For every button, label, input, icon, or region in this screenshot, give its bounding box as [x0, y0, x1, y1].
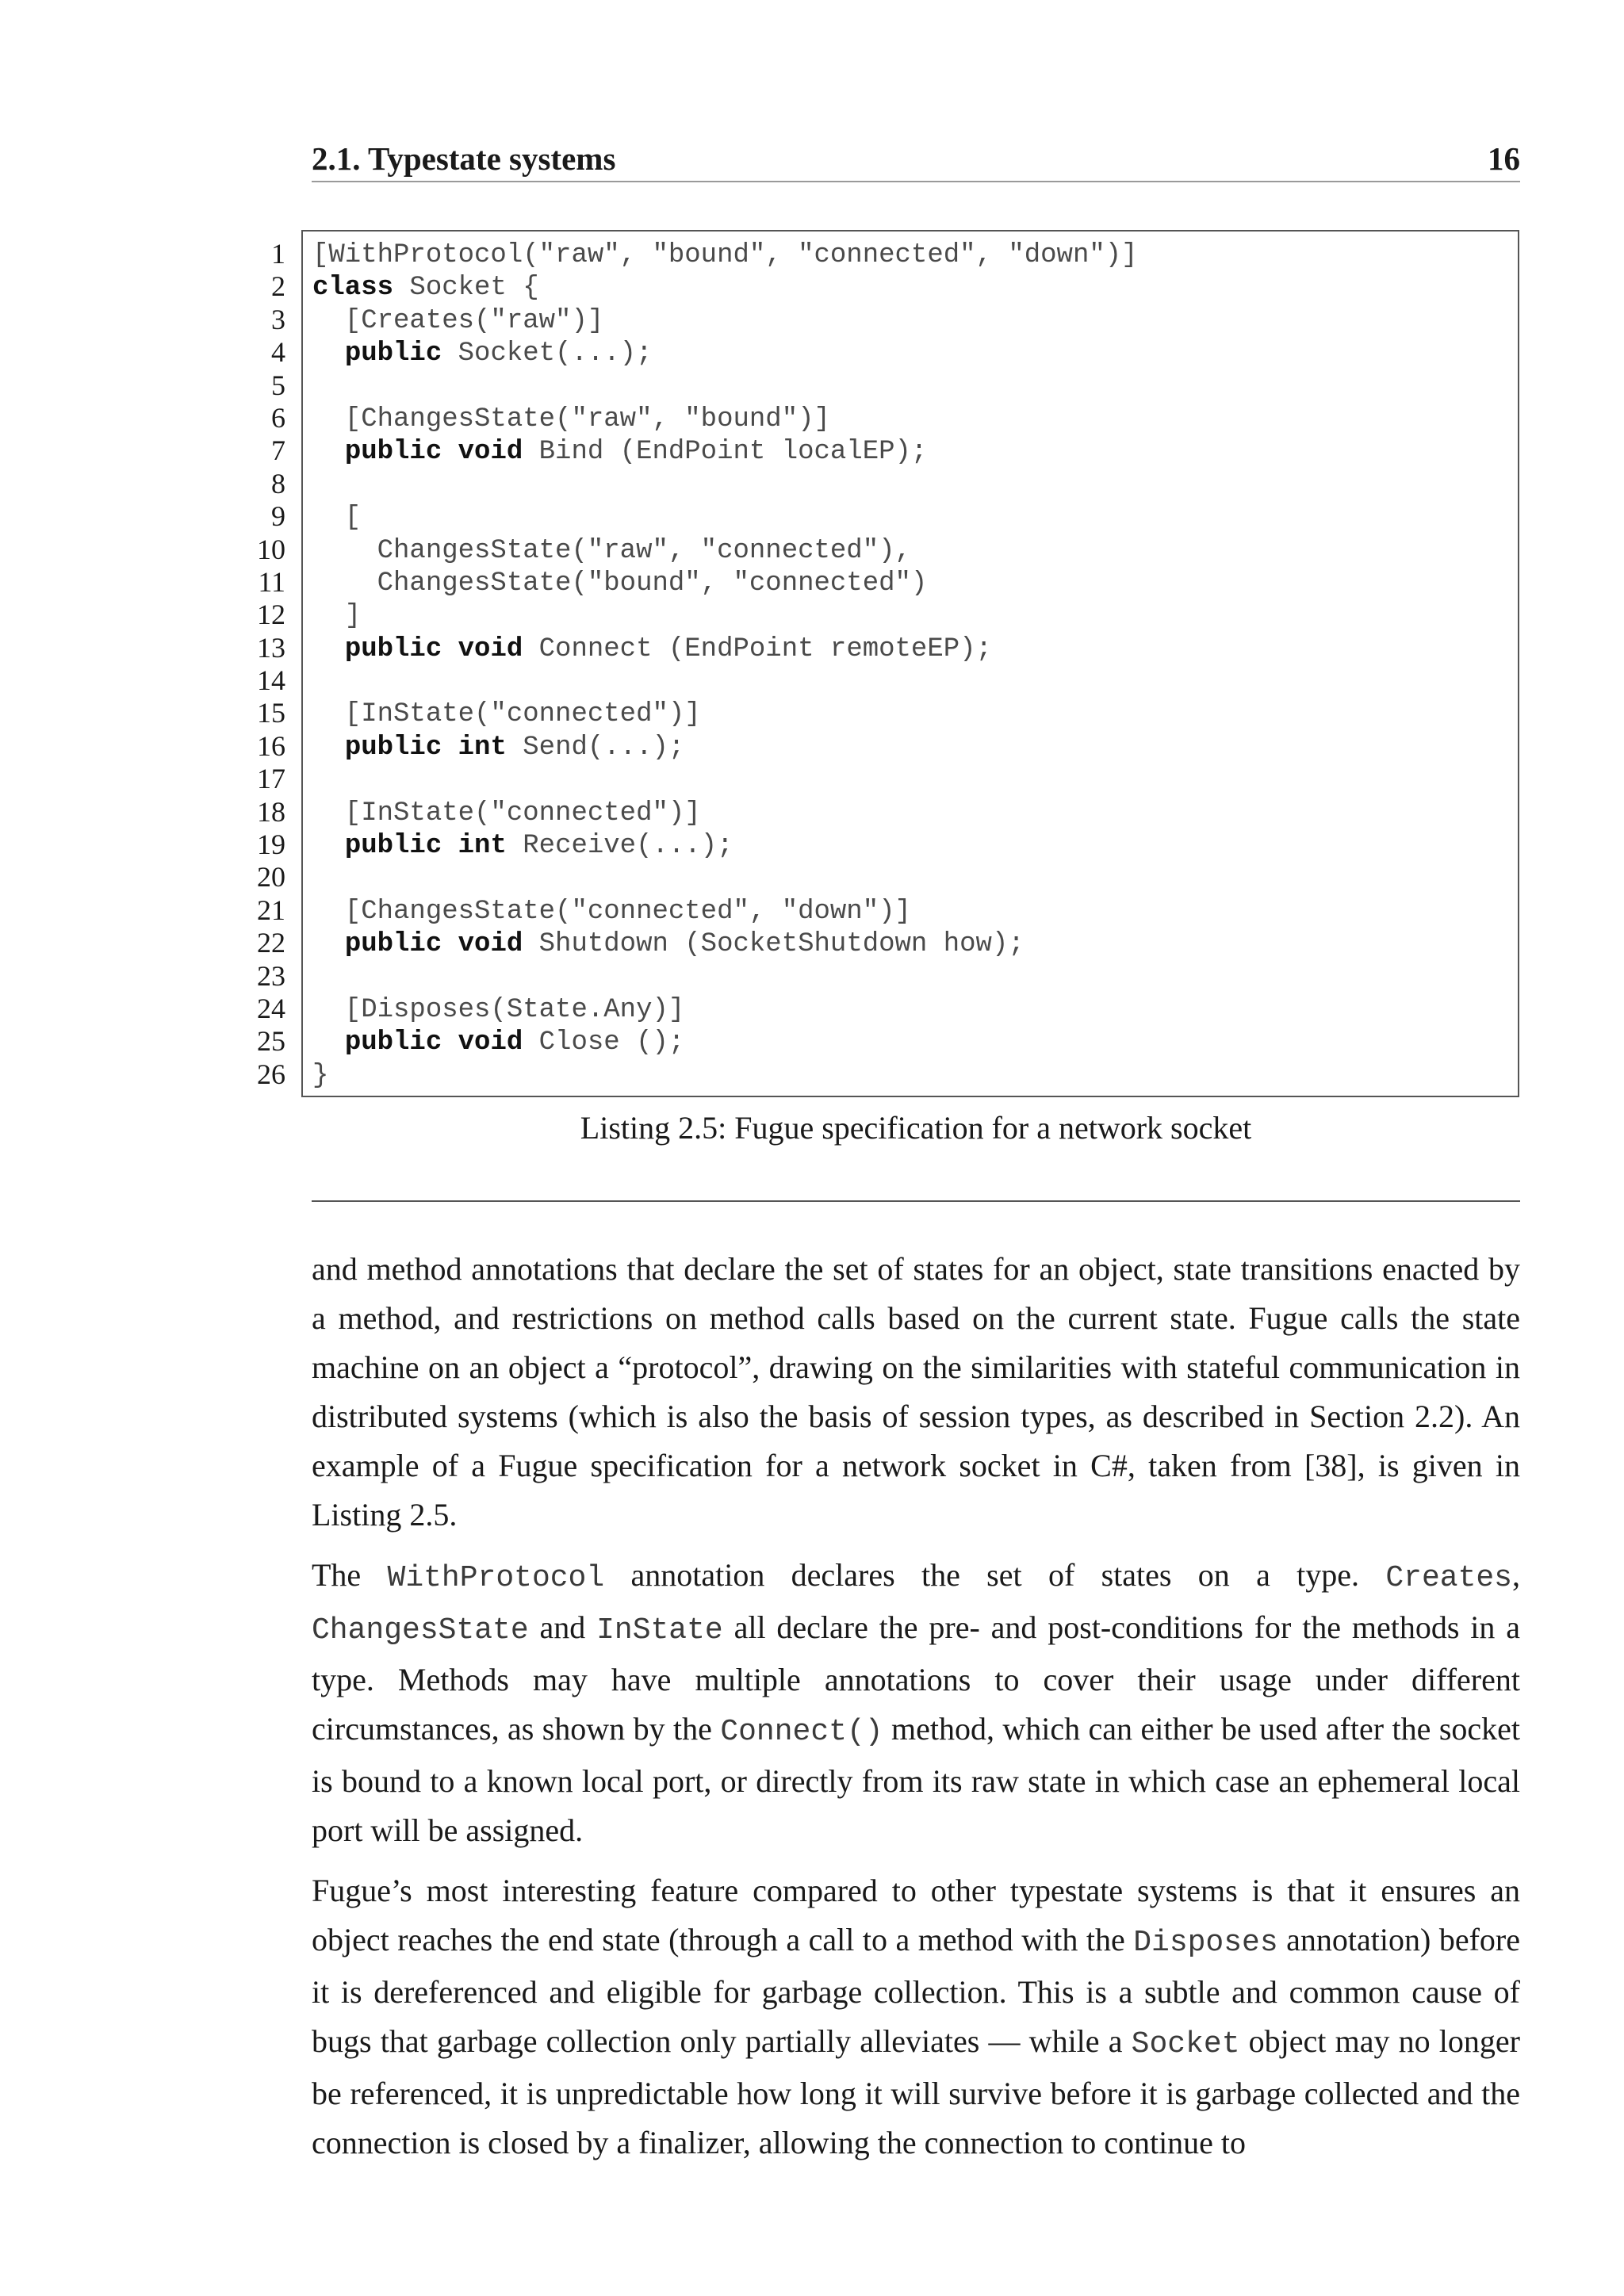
code-line — [312, 338, 1138, 370]
body-text — [312, 1245, 1520, 2179]
line-number: 16 — [257, 729, 285, 762]
p3-text-2: annotation) before it is dereferenced and eligible for garbage collection. This is a subtle and common cause of bugs that garbage collection only partially alleviates — while a — [312, 1922, 1520, 2059]
code-changesstate: ChangesState — [312, 1613, 529, 1647]
code-text: Socket { — [393, 273, 539, 304]
p2-text-5: all declare the pre- and post-conditions for the methods in a type. Methods may have multiple annotations to cover their usage under different circumstances, as shown by the — [312, 1609, 1520, 1747]
code-line — [312, 698, 1138, 731]
p2-text-2: annotation declares the set of states on a type. — [604, 1557, 1386, 1593]
line-number: 23 — [257, 959, 285, 992]
line-number: 25 — [257, 1025, 285, 1058]
listing-caption: Listing 2.5: Fugue specification for a network socket — [580, 1110, 1252, 1146]
code-text — [312, 634, 345, 664]
line-number: 19 — [257, 828, 285, 861]
code-text — [312, 733, 345, 763]
line-number: 8 — [271, 467, 285, 499]
p3-text-1: Fugue’s most interesting feature compared to other typestate systems is that it ensures an object reaches the end state (through a call to a method with the — [312, 1873, 1520, 1957]
page-header — [312, 136, 1520, 182]
code-line — [312, 830, 1138, 863]
code-keyword: public int — [344, 831, 507, 862]
line-number: 2 — [271, 270, 285, 303]
code-keyword: public — [344, 339, 442, 369]
paragraph-3 — [312, 1866, 1520, 2168]
line-number: 4 — [271, 336, 285, 369]
p3-text-3: object may no longer be referenced, it is unpredictable how long it will survive before it is garbage collected and the connection is closed by a finalizer, allowing the connection to continue to — [312, 2023, 1520, 2160]
code-disposes: Disposes — [1133, 1926, 1278, 1960]
code-line — [312, 633, 1138, 666]
code-text: [ — [312, 503, 362, 534]
code-text — [312, 437, 345, 467]
p2-text-1: The — [312, 1557, 362, 1593]
code-text: ChangesState("bound", "connected") — [312, 568, 928, 599]
code-text: Send(...); — [506, 732, 685, 763]
code-text: Close (); — [523, 1027, 685, 1058]
line-number: 6 — [271, 401, 285, 434]
code-listing — [0, 230, 1624, 1102]
line-number: 1 — [271, 238, 285, 270]
code-line — [312, 764, 1138, 797]
code-line — [312, 928, 1138, 961]
code-line — [312, 994, 1138, 1027]
code-keyword: public void — [344, 633, 523, 664]
line-number: 20 — [257, 861, 285, 894]
code-line — [312, 535, 1138, 568]
code-lines — [312, 239, 1138, 1093]
line-number: 15 — [257, 697, 285, 729]
line-number: 11 — [258, 565, 285, 598]
code-text: Receive(...); — [506, 831, 733, 862]
line-number: 3 — [271, 303, 285, 335]
code-line — [312, 305, 1138, 338]
code-line — [312, 371, 1138, 404]
code-line — [312, 962, 1138, 994]
code-line — [312, 568, 1138, 600]
code-text — [312, 831, 345, 861]
line-number: 13 — [257, 631, 285, 664]
line-number: 9 — [271, 500, 285, 533]
code-line — [312, 404, 1138, 436]
code-keyword: public int — [344, 732, 507, 763]
line-number: 17 — [257, 763, 285, 795]
line-number: 21 — [257, 894, 285, 926]
code-line — [312, 502, 1138, 534]
code-line — [312, 798, 1138, 830]
line-number: 5 — [271, 369, 285, 401]
code-withprotocol: WithProtocol — [387, 1561, 605, 1595]
code-line — [312, 1060, 1138, 1093]
code-keyword: public void — [344, 1027, 523, 1058]
code-creates: Creates — [1385, 1561, 1512, 1595]
code-text: [ChangesState("connected", "down")] — [312, 896, 911, 927]
code-line — [312, 1027, 1138, 1059]
code-socket: Socket — [1131, 2027, 1240, 2061]
code-instate: InState — [596, 1613, 723, 1647]
paragraph-1: and method annotations that declare the set of states for an object, state transitions enacted by a method, and restrictions on method calls based on the current state. Fugue calls the state machine on an object a “protocol”, drawing on the similarities with stateful communication in distributed systems (which is also the basis of session types, as described in Section 2.2). An example of a Fugue specification for a network socket in C#, taken from [38], is given in Listing 2.5. — [312, 1251, 1520, 1533]
separator-rule — [312, 1200, 1520, 1202]
section-title: 2.1. Typestate systems — [312, 140, 616, 177]
code-line — [312, 600, 1138, 633]
p2-text-3: , — [1512, 1557, 1520, 1593]
line-number: 12 — [257, 599, 285, 631]
code-text: ChangesState("raw", "connected"), — [312, 535, 911, 566]
p2-text-4: and — [528, 1609, 597, 1645]
code-keyword: public void — [344, 437, 523, 468]
p2-text-6: method, which can either be used after the socket is bound to a known local port, or directly from its raw state in which case an ephemeral local port will be assigned. — [312, 1711, 1521, 1848]
line-number: 26 — [257, 1058, 285, 1090]
code-line — [312, 666, 1138, 698]
code-text: Connect (EndPoint remoteEP); — [523, 633, 992, 664]
code-line — [312, 896, 1138, 928]
code-text: [Disposes(State.Any)] — [312, 994, 685, 1025]
code-line — [312, 732, 1138, 764]
code-connect: Connect() — [720, 1715, 883, 1749]
code-text: [Creates("raw")] — [312, 305, 604, 336]
line-numbers — [198, 238, 285, 1091]
line-number: 10 — [257, 533, 285, 565]
code-text: Bind (EndPoint localEP); — [523, 437, 928, 468]
code-line — [312, 469, 1138, 502]
line-number: 18 — [257, 795, 285, 828]
code-text: ] — [312, 601, 362, 632]
code-text: [WithProtocol("raw", "bound", "connected", "down")] — [312, 240, 1138, 270]
code-line — [312, 272, 1138, 304]
code-line — [312, 863, 1138, 895]
code-keyword: public void — [344, 929, 523, 960]
line-number: 7 — [271, 434, 285, 467]
code-line — [312, 239, 1138, 272]
line-number: 22 — [257, 927, 285, 959]
line-number: 24 — [257, 992, 285, 1024]
code-text — [312, 1027, 345, 1058]
paragraph-2 — [312, 1551, 1520, 1855]
code-text: [InState("connected")] — [312, 699, 701, 730]
code-line — [312, 436, 1138, 469]
page-number: 16 — [1488, 140, 1520, 177]
code-text: } — [312, 1060, 329, 1091]
code-text — [312, 929, 345, 959]
code-text: [InState("connected")] — [312, 798, 701, 828]
code-box — [301, 230, 1519, 1097]
code-keyword: class — [312, 273, 394, 304]
code-text — [312, 339, 345, 369]
code-text: Socket(...); — [442, 339, 653, 369]
code-text: Shutdown (SocketShutdown how); — [523, 929, 1025, 960]
line-number: 14 — [257, 664, 285, 697]
code-text: [ChangesState("raw", "bound")] — [312, 404, 830, 434]
